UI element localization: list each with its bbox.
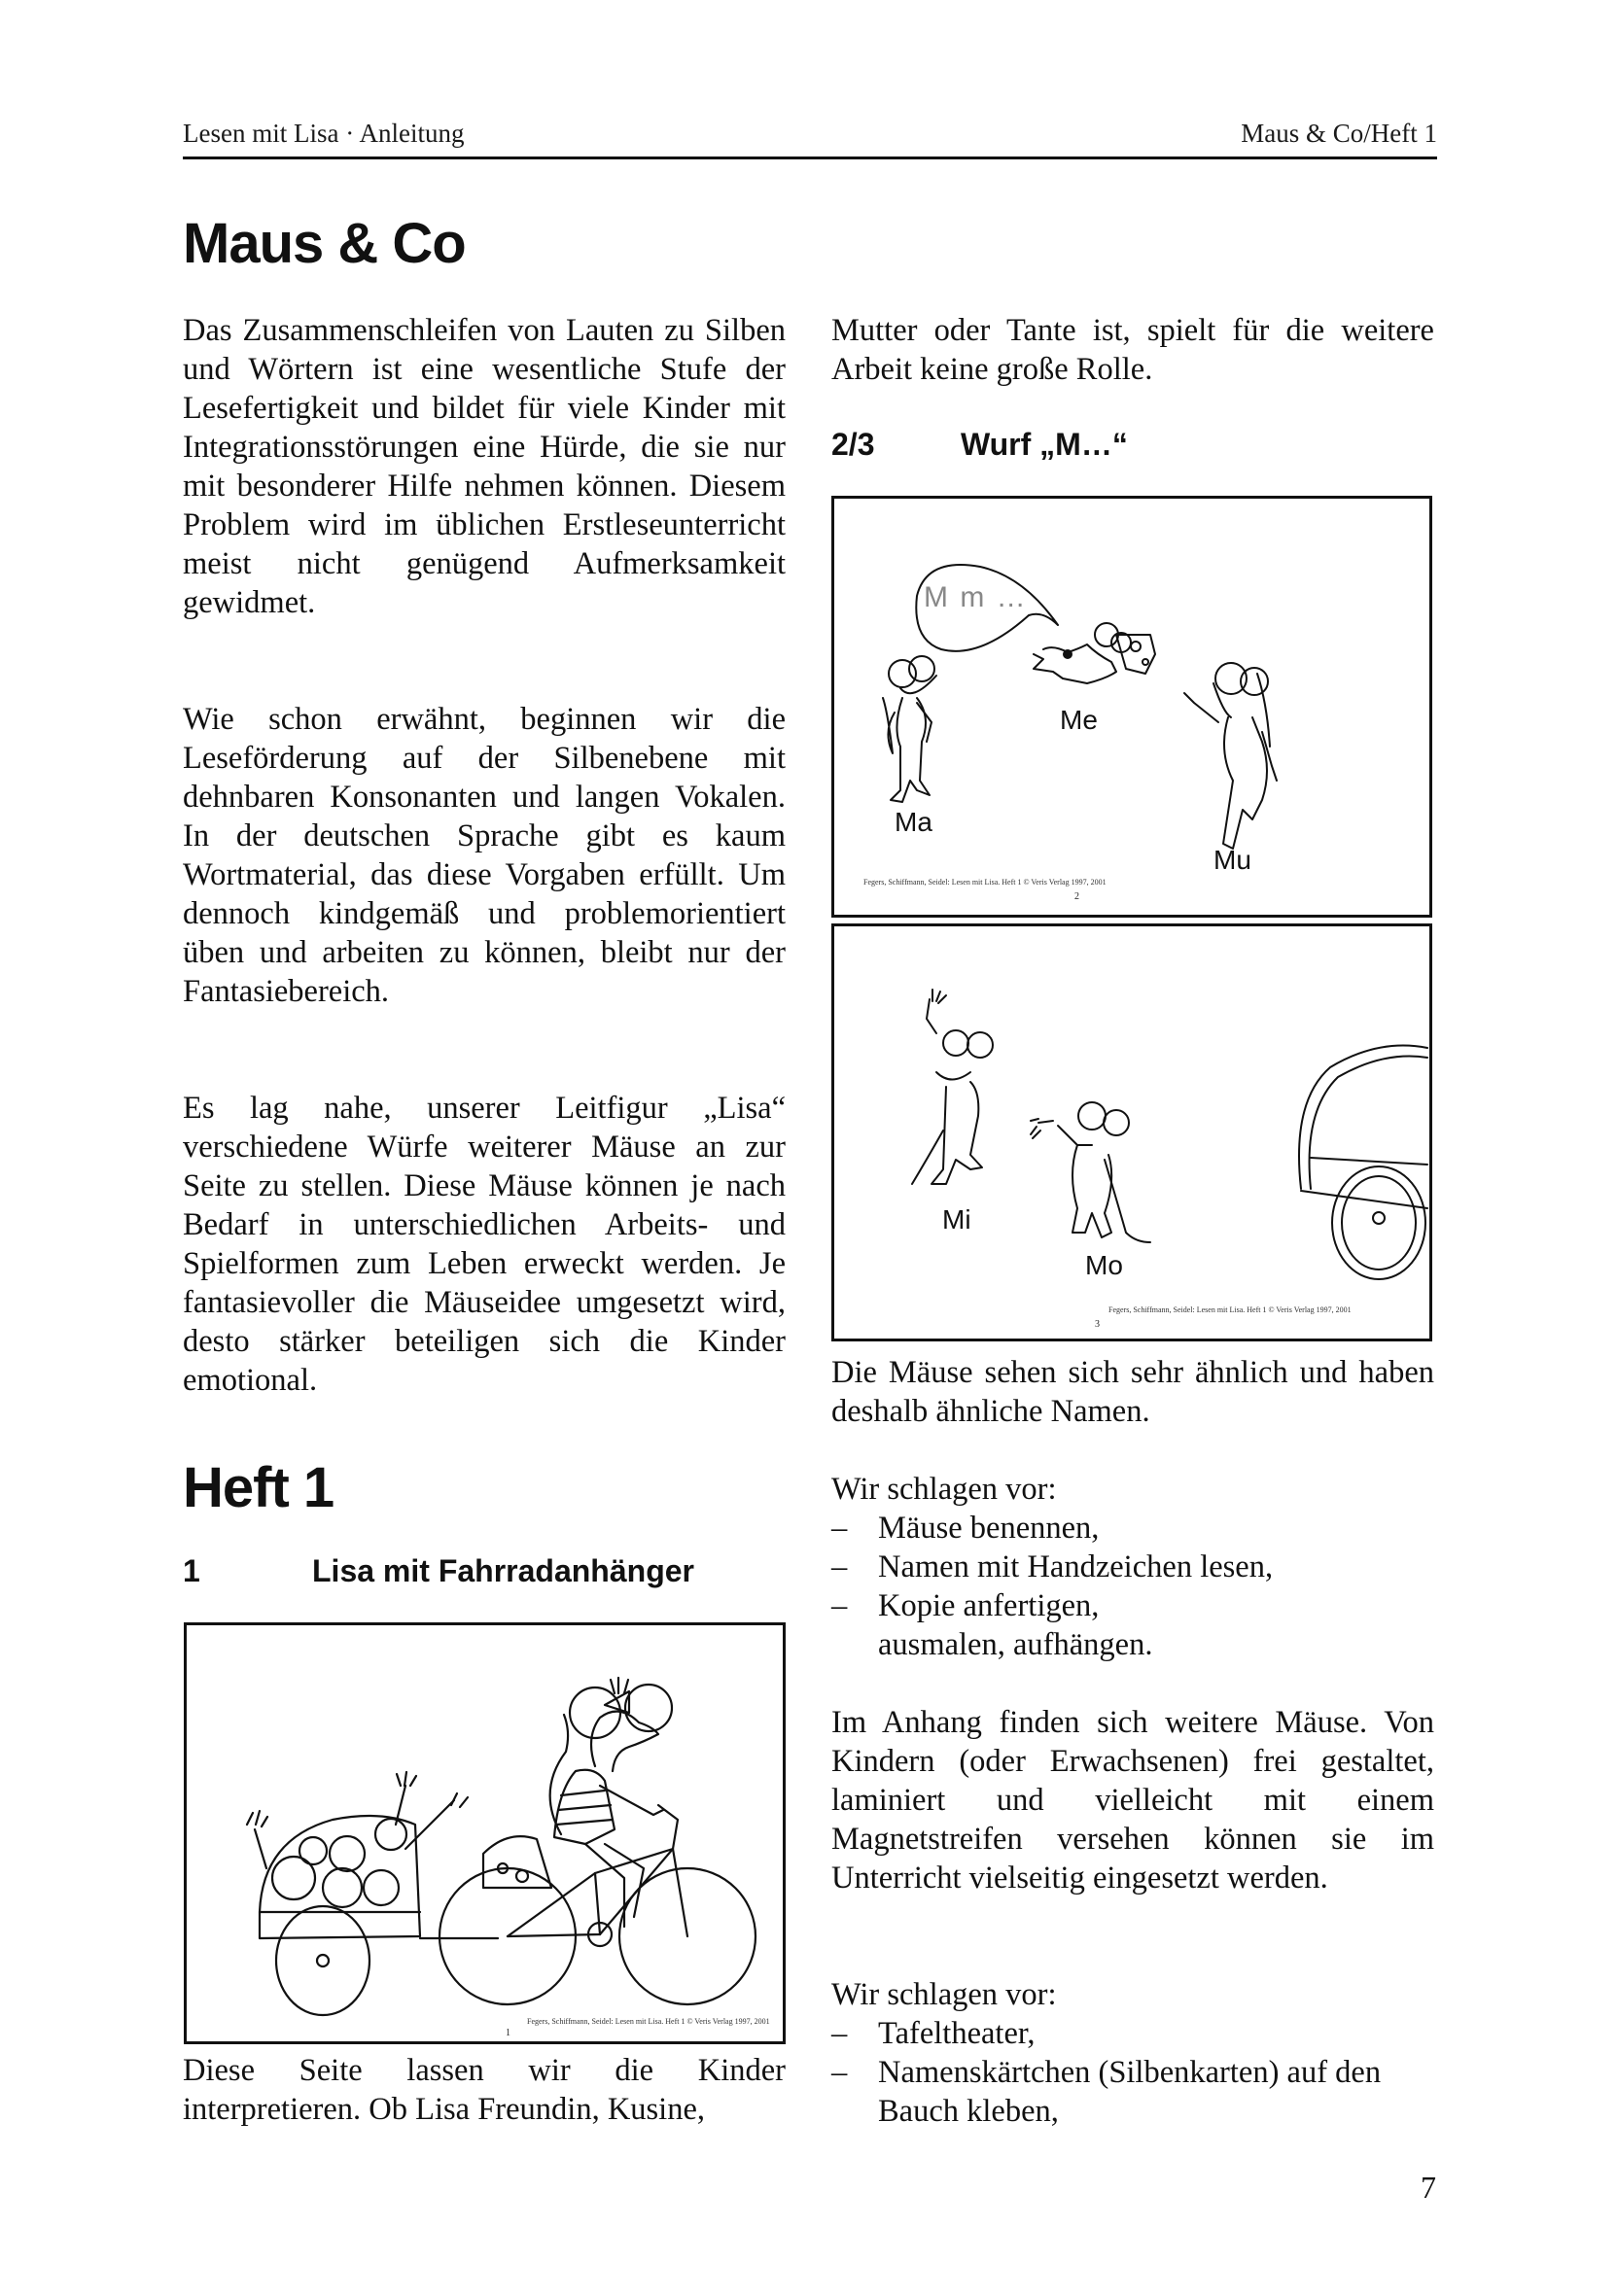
subsection-number: 2/3: [831, 427, 875, 462]
paragraph-interpretieren: Diese Seite lassen wir die Kinder interpretieren. Ob Lisa Freundin, Kusine,: [183, 2053, 786, 2127]
header-left: Lesen mit Lisa · Anleitung: [183, 119, 465, 148]
subsection-title: Wurf „M…“: [961, 427, 1128, 462]
page-number: 7: [1421, 2170, 1436, 2205]
list-item: – Tafeltheater,: [831, 2016, 1036, 2051]
speech-bubble-text: M m …: [924, 581, 1028, 613]
header-rule: [183, 157, 1437, 159]
paragraph-continuation: Mutter oder Tante ist, spielt für die weitere Arbeit keine große Rolle.: [831, 313, 1434, 387]
subsection-number: 1: [183, 1553, 200, 1588]
figure-ma-me-mu: [831, 496, 1432, 918]
figure-1-number: 1: [506, 2028, 510, 2038]
mice-ma-me-mu-illustration-icon: [834, 499, 1429, 915]
paragraph-leitfigur: Es lag nahe, unserer Leitfigur „Lisa“ verschiedene Würfe weiterer Mäuse an zur Seite zu stellen. Diese Mäuse können je nach Bedarf in unterschiedlichen Arbeits- und Spielformen zum Leben erweckt werden. Je fantasievoller die Mäuseidee umgesetzt wird, desto stärker beteiligen sich die Kinder emotional.: [183, 1091, 786, 1398]
subsection-1-heading: [183, 1555, 786, 1586]
paragraph-silbenebene: Wie schon erwähnt, beginnen wir die Leseförderung auf der Silbenebene mit dehnbaren Konsonanten und langen Vokalen. In der deutschen Sprache gibt es kaum Wortmaterial, das diese Vorgaben erfüllt. Um dennoch kindgemäß und problemorientiert üben und arbeiten zu können, bleibt nur der Fantasiebereich.: [183, 702, 786, 1009]
subsection-title: Lisa mit Fahrradanhänger: [312, 1553, 694, 1588]
suggestion-list-1: [831, 1509, 1434, 1664]
running-header: [183, 119, 1437, 157]
mouse-label-mu: Mu: [1213, 845, 1251, 875]
mouse-label-ma: Ma: [895, 807, 932, 837]
paragraph-intro: Das Zusammenschleifen von Lauten zu Silben und Wörtern ist eine wesentliche Stufe der Lesefertigkeit und bildet für viele Kinder mit Integrationsstörungen eine Hürde, die sie nur mit besonderer Hilfe nehmen können. Diesem Problem wird im üblichen Erstleseunterricht meist nicht genügend Aufmerksamkeit gewidmet.: [183, 313, 786, 620]
suggestion-list-2: [831, 2014, 1434, 2131]
figure-3-caption: Fegers, Schiffmann, Seidel: Lesen mit Lisa. Heft 1 © Veris Verlag 1997, 2001: [1108, 1305, 1352, 1314]
figure-2-number: 2: [1074, 891, 1079, 902]
figure-mi-mo: [831, 923, 1432, 1341]
suggest-intro-1: Wir schlagen vor:: [831, 1472, 1057, 1507]
mice-mi-mo-illustration-icon: [834, 926, 1429, 1339]
list-item: – Namenskärtchen (Silbenkarten) auf den Bauch kleben,: [831, 2055, 1382, 2129]
heft-title: Heft 1: [183, 1456, 334, 1519]
suggest-intro-2: Wir schlagen vor:: [831, 1977, 1057, 2012]
list-item: – Namen mit Handzeichen lesen,: [831, 1549, 1274, 1584]
figure-1-caption: Fegers, Schiffmann, Seidel: Lesen mit Lisa. Heft 1 © Veris Verlag 1997, 2001: [527, 2017, 770, 2026]
subsection-2-heading: [831, 429, 1434, 460]
section-title: Maus & Co: [183, 212, 466, 275]
list-item: – Kopie anfertigen, ausmalen, aufhängen.: [831, 1588, 1153, 1662]
lisa-bike-illustration-icon: [187, 1625, 783, 2041]
header-right: Maus & Co/Heft 1: [1241, 119, 1437, 148]
paragraph-appendix: Im Anhang finden sich weitere Mäuse. Von Kindern (oder Erwachsenen) frei gestaltet, laminiert und vielleicht mit einem Magnetstreifen versehen können sie im Unterricht vielseitig eingesetzt werden.: [831, 1705, 1434, 1896]
figure-2-caption: Fegers, Schiffmann, Seidel: Lesen mit Lisa. Heft 1 © Veris Verlag 1997, 2001: [863, 878, 1107, 887]
mouse-label-mo: Mo: [1085, 1250, 1123, 1280]
figure-lisa-bike: [184, 1622, 786, 2044]
list-item: – Mäuse benennen,: [831, 1511, 1100, 1546]
mouse-label-me: Me: [1060, 705, 1098, 735]
figure-3-number: 3: [1095, 1319, 1100, 1330]
mouse-label-mi: Mi: [942, 1204, 971, 1235]
paragraph-similar-names: Die Mäuse sehen sich sehr ähnlich und haben deshalb ähnliche Namen.: [831, 1355, 1434, 1429]
